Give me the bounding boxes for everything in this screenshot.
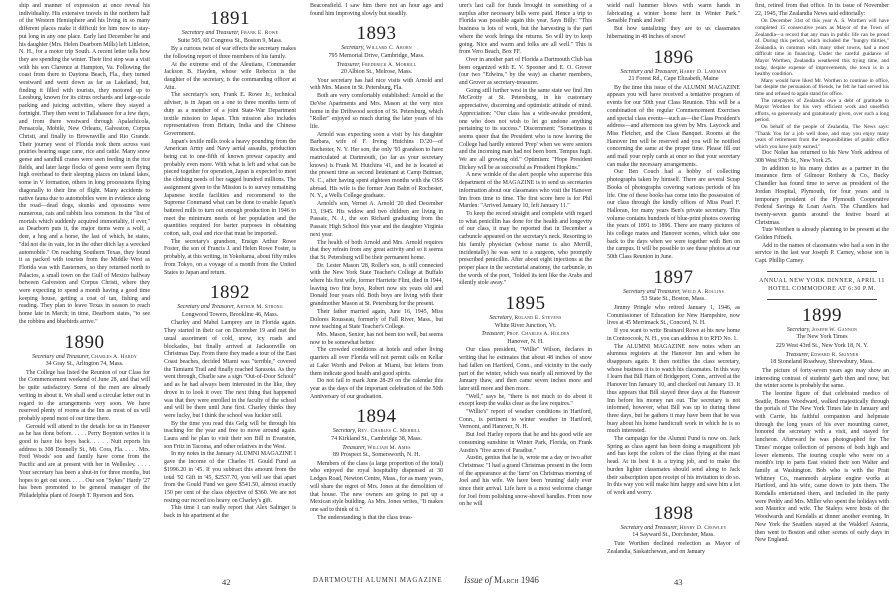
news-paragraph: The ALUMNI MAGAZINE now notes when an alumnus registers at the Hanover Inn and when he disappears again. It then notifies the class secretary, whose business it is to watch his classmates. In this way I learn that Bill Ham of Bridgeport, Conn., arrived at the Hanover Inn January 10, and checked out January 13. It thus appears that Bill stayed three days at the Hanover Inn before his money ran out. The secretary is not informed, however, what Bill was up to during these three days, but he gathers it may have been that he was busy about his home handicraft work in which he is so much interested. (607, 343, 740, 435)
news-paragraph: Our Ben Couch had a hobby of collecting photographs taken by himself. There are several Scrap Books of photographs covering various periods of his life. One of these books has come into the possession of our class through the kindly offices of Miss Pearl F. Halloran, for many years Ben's private secretary. This volume contains hundreds of blue-print photos covering the years of 1891 to 1896. There are many pictures of his college mates and Hanover scenes, which take one back to the days when we were together with Ben on the campus. It will be possible to see these photos at our 50th Class Reunion in June. (607, 169, 740, 261)
news-paragraph: Tute Worthen declined reelection as Mayor of Zealandia, Saskatchewan, and on January (607, 540, 740, 555)
news-paragraph: Our class president, "Willie" Wilson, declares in writing that he estimates that about 48 inches of snow had fallen on Hartford, Conn., and vicinity in the early part of the winter, which was nearly all removed by the January thaw, and then came seven inches more and later still more and then more. (459, 347, 592, 392)
officer-role: Secretary and Treasurer, (620, 68, 679, 75)
officer-address: 20 Albion St., Melrose, Mass. (340, 69, 413, 76)
officer-role: Treasurer, (342, 444, 366, 451)
class-officer-line (607, 69, 740, 77)
news-paragraph: By a curious twist of war effects the secretary makes the following report of three members of his family. (164, 46, 296, 60)
news-paragraph: In my notes in the January ALUMNI MAGAZINE I gave the income of the Charles H. Gould Fund as $1996.20 in '45. If you subtract this amount from the total '92 Gift in '45, $2537.70, you will see that apart from the Gould Fund we gave $541.50, almost exactly 150 per cent of the class objective of $360. We are not resting our record too heavy on Charley's gift. (164, 451, 296, 504)
class-officer-line (755, 327, 889, 335)
news-paragraph: Jimmy Pringle who retired January 1, 1946, as Commissioner of Education for New Hampshire, now lives at 45 Merrimack St., Concord, N. H. (607, 305, 740, 327)
news-paragraph: Japan's textile mills took a heavy pounding from the American Army and Navy aerial assaults, production being cut to one-fifth of known prewar capacity and probably even more. With what is left and what can be pieced together for operation, Japan is expected to meet the clothing needs of her ragged hundred millions. The assignment given to the Mission is to survey remaining Japanese textile facilities and recommend to the Supreme Command what can be done to enable Japan's battered mills to turn out enough production in 1946 to meet the minimum needs of her population and the quantities required for barter purposes in obtaining cotton, salt, coal and rice that must be imported. (164, 138, 296, 238)
news-paragraph: This time I can really report that Alex Salinger is back in his apartment at the (164, 505, 296, 520)
news-paragraph: urer's last call for funds brought in something of a surplus after necessary bills were paid. Hence a trip to Florida was possible again this year. Says Billy: "This business is lots of work, but the harvesting is the part where the work brings the returns. So will try to keep going. Nice and warm and folks are all well." This is from Vero Beach, Box FF. (459, 3, 592, 56)
officer-name: Charles A. Hardy (91, 353, 137, 360)
class-year-heading: 1891 (210, 8, 250, 29)
column-1 (19, 3, 150, 501)
quoted-editorial: On behalf of the people of Zealandia, The News says: "Thank You for a job well done, and may you enjoy many years of retirement from the responsibilities of public office which you have justly earned." (755, 123, 889, 150)
officer-role: Treasurer, (336, 61, 361, 68)
officer-name: Edward R. Skinner (810, 351, 859, 358)
officer-role: Secretary, (341, 45, 365, 52)
dinner-notice: HOTEL COMMODORE AT 6:30 P.M. (768, 286, 876, 293)
class-year-heading: 1897 (653, 266, 694, 288)
issue-date: March 1946 (494, 575, 539, 585)
class-year-heading: 1893 (356, 23, 397, 45)
officer-role: Secretary, (332, 428, 357, 435)
news-paragraph: The crowded conditions at hotels and other living quarters all over Florida will not permit calls on Kellar at Lake Worth and Pelton at Miami, but letters from them indicate good health and good spirits. (310, 347, 443, 377)
class-officer-line (310, 45, 443, 53)
news-paragraph: The secretary's grandson, Ensign Arthur Rowe Foster, the son of Francis J. and Helen Rowe Foster, is probably, at this writing, in Yokohama, about fifty miles from Tokyo, on a voyage of a month from the United States to Japan and return. (164, 238, 296, 276)
class-year-heading: 1894 (356, 406, 397, 428)
news-paragraph: Charley and Mabel Lamprey are in Florida again. They started in their car on December 19 and met the usual assortment of cold, snow, icy roads and blockades, but finally arrived at Jacksonville on Christmas Day. From there they made a tour of the East Coast beaches, decided Miami was "terrible," covered the Tamiami Trail and finally reached Sarasota. As they went through, Charlie saw a sign "Out-of-Door School" and as he had always been interested in the like, they drove in to look it over. The next thing that happened was that they were enrolled in the faculty of the school and will be there until June first. Charley thinks they were lucky, but I think the school was luckier still. (164, 320, 296, 419)
officer-address: White River Junction, Vt. (494, 322, 557, 329)
news-paragraph: Beaconsfield. I saw him there not an hour ago and found him improving slowly but steadily. (310, 3, 443, 17)
officer-address: 74 Kirkland St., Cambridge 38, Mass. (331, 435, 422, 442)
officer-role: Secretary and Treasurer, (177, 304, 235, 311)
officer-name: William M. Ames (367, 444, 411, 451)
class-year-heading: 1898 (653, 502, 694, 524)
quoted-editorial: The ratepayers of Zealandia owe a debt of gratitude to Mayor Worthen for his very efficient work and unselfish efforts, so generously and gratuitously given, over such a long period. (755, 97, 889, 124)
class-year-heading: 1892 (210, 282, 250, 304)
news-paragraph: Gerould will attend to the details for us in Hanover as he has done before. . . . . Perry Boynton writes it is good to have his boys back. . . . . Nutt reports his address is 308 Donnelly St., Mt. Cora, Fla. . . . . Mrs. Fred Woods' son and family have come from the Pacific and are at present with her in Wellesley. . . . . Your secretary has been a shut-in for three months, but hopes to get out soon. . . . . Our son "Sykes" Hardy '27 has been promoted to be general manager of the Philadelphia plant of Joseph T. Ryerson and Son. (19, 423, 150, 499)
class-officer-line (19, 354, 150, 362)
news-paragraph: Add to the names of classmates who had a son in the service in the last war Joseph P. Carney, whose son is Capt. Phillip Carney. (755, 242, 889, 265)
divider-rule (767, 271, 877, 272)
news-paragraph: To keep the record straight and complete with regard to what penicillin has done for the health and longevity of our class, it may be reported that in December a carbuncle appeared on the secretary's neck. Resorting to his family physician (whose name is also Merrill, incidentally) he was sent to a surgeon, who promptly prescribed penicillin. After about eight injections at the proper place in the secretarial anatomy, the carbuncle, in the words of the poet, "folded its tent like the Arabs and silently stole away." (459, 210, 592, 287)
officer-name: Frederick A. Morrill (361, 61, 417, 68)
officer-name: Rev. Charles C. Merrill (357, 428, 421, 435)
column-6 (755, 3, 889, 545)
class-officer-line (459, 331, 592, 339)
column-5 (607, 3, 740, 556)
news-paragraph: wield nail hammer blows with warm hands in fabricating a winter home here in Winter Park." Sensible Frank and Joel! (607, 3, 740, 25)
class-year-heading: 1899 (802, 304, 842, 326)
officer-name: Frank E. Rowe (240, 30, 279, 36)
news-paragraph: Doc Nolan has returned to his New York address of 308 West 97th St., New York 25. (755, 150, 889, 164)
officer-address: 795 Memorial Drive, Cambridge, Mass. (328, 53, 425, 59)
officer-address: The New York Times (796, 334, 848, 341)
officer-address: 18 Stoneland Roadway, Shrewsbury, Mass. (770, 359, 874, 366)
officer-name: Roland E. Stevens (514, 315, 562, 322)
news-paragraph: The leonine figure of that celebrated medico of Seattle, Bones Woodward, walked majestically through the portals of The New York Times late in January and with Carrie, his faithful companion and helpmate through the long years of his ever mounting career, honored the secretary with a visit, and stayed for luncheon. Afterward he was photographed for The Times' morgue collection of persons of both high and lower elements. The touring couple who were on a month's trip to parts East visited their son Walter and family at Washington. Bob who is with the Pratt Whitney Co., mammoth airplane engine works at Hartford, and his wife, came down to join them. The Kendalls entertained them, and included in the party were Peddy and Mrs. Miller who spent the holidays with son Maurice and wife. The Staleys were hosts of the Woodwards and Kendalls at dinner another evening. In New York the Seattlers stayed at the Waldorf Astoria, then went to Boston and other scenes of early days in New England. (755, 390, 889, 544)
officer-role: Secretary, (786, 326, 811, 333)
officer-role: Secretary and Treasurer, (32, 353, 90, 360)
news-paragraph: Tute Worthen is already planning to be present at the Golden Fiftieth. (755, 227, 889, 242)
class-officer-line (164, 30, 296, 38)
news-paragraph: "Well," says he, "there is not much to do about it except keep the walks clear as the law requires." (459, 393, 592, 408)
news-paragraph: Your secretary has had nice visits with Arnold and with Mrs. Mason in St. Petersburg, Fla. (310, 77, 443, 92)
class-officer-line (310, 62, 443, 70)
news-paragraph: "Willie's" report of weather conditions in Hartford, Conn., is pertinent to winter weather in Hartford, Vermont, and Hanover, N. H. (459, 409, 592, 431)
magazine-title: DARTMOUTH ALUMNI MAGAZINE (313, 577, 443, 584)
news-paragraph: If you want to write Brainard Rowe at his new home in Contoocook, N. H., you can address it to RFD No. 1. (607, 328, 740, 342)
issue-line (464, 575, 539, 585)
news-paragraph: But Joel Harley reports that he and his good wife are consuming sunshine in Winter Park, Florida, on Frank Austin's "five acres of Paradise." (459, 432, 592, 454)
class-year-heading: 1890 (64, 331, 105, 353)
news-paragraph: Austin, genius that he is, wrote me a day or two after Christmas: "I had a grand Christmas present in the form of the appearance at the 'farm' on Christmas morning of Joel and his wife. We have been 'reuning' daily ever since their arrival. Life here is a most welcome change for Joel from polishing snow-shovel handles. From now on he will (459, 455, 592, 508)
column-4 (459, 3, 592, 509)
quoted-editorial: Many would have liked Mr. Worthen to continue in office, but despite the persuasion of friends, he felt he had served his time and refused to again stand for office. (755, 77, 889, 97)
class-officer-line (310, 445, 443, 453)
news-paragraph: The picture of forty-seven years ago may show an interesting contrast of students' garb then and now, but the winter scene is probably the same. (755, 367, 889, 390)
officer-name: Willard C. Aborn (365, 45, 412, 52)
officer-address: Longwood Towers, Brookline 46, Mass. (181, 311, 279, 318)
news-paragraph: Over in another part of Florida a Dartmouth Club has been organized with E. V. Spooner and E. O. Grover (our two "Edwins," by the way) as charter members, and Grover as secretary-treasurer. (459, 56, 592, 87)
news-paragraph: first, retired from that office. In its issue of November 22, 1945, The Zealandia News said editorially: (755, 3, 889, 17)
officer-role: Secretary and Treasurer, (181, 30, 240, 36)
officer-name: Prof. Charles A. Holden (506, 331, 570, 338)
class-officer-line (755, 352, 889, 360)
news-paragraph: Do not fail to mark June 28-29 on the calendar this year as the days of the important celebration of the 50th Anniversary of our graduation. (310, 378, 443, 400)
officer-role: Treasurer, (785, 351, 810, 358)
officer-name: Weld A. Rollins (682, 288, 725, 295)
news-paragraph: By the time you read this Gelg will be through his teaching for the year and free to move around again. Laura and he plan to visit their son Bill in Evanston, son Fritz in Tacoma, and other relatives in the West. (164, 420, 296, 450)
column-3 (310, 3, 443, 522)
officer-address: 229 West 43rd St., New York 18, N. Y. (775, 343, 869, 350)
dinner-notice: ANNUAL NEW YORK DINNER, APRIL 11 (759, 277, 885, 284)
news-paragraph: In addition to his many duties as a partner in the insurance firm of Gilmour Rothery & Co., Bucky Chandler has found time to serve as president of the Jordan Hospital, Plymouth, for four years and is temporary president of the Plymouth Cooperative Federal Savings & Loan Ass'n. The Chandlers had twenty-seven guests around the festive board at Christmas. (755, 165, 889, 226)
news-paragraph: Dr. Lester Mason '28, Roller's son, is still connected with the New York State Teacher's College at Buffalo where his first wife, former Harriette Flint, died in 1944, leaving two fine boys, Robert now six years old and Donald four years old. Both boys are living with their grandmother Mason at St. Petersburg for the present. (310, 262, 444, 308)
news-paragraph: A new wrinkle of the alert people who supervise this department of the MAGAZINE is to send us secretaries information about our classmates who visit the Hanover Inn from time to time. The first score here is for Phil Marden: "Arrived January 10, left January 11." (459, 172, 592, 210)
news-paragraph: Their father married again, June 16, 1945, Miss Dolores Rousseau, formerly of Fall River, Mass., but now teaching at State Teacher's College. (310, 308, 443, 331)
officer-role: Secretary and Treasurer, (620, 524, 679, 531)
column-2 (164, 3, 296, 521)
officer-name: Harry D. Lareman (679, 68, 727, 75)
class-officer-line (164, 304, 296, 312)
news-paragraph: But how tantalizing they are to us classmates hibernating in 48 inches of snow! (607, 26, 740, 40)
news-paragraph: The health of both Arnold and Mrs. Arnold requires that they refrain from any great activity and so it seems that St. Petersburg will be their permanent home. (310, 239, 443, 261)
divider-rule (767, 299, 877, 300)
class-year-heading: 1896 (653, 46, 694, 68)
class-officer-line (310, 428, 443, 436)
news-paragraph: By the time this issue of the ALUMNI MAGAZINE appears you will have received a tentative program of events for our 50th year Class Reunion. This will be a combination of the regular Commencement Exercises and special class events—such as—the Class President's address—and afternoon tea given by Mrs. Laycock and Miss Fletcher, and the Class Banquet. Rooms at the Hanover Inn will be reserved and you will be notified concerning the same at the proper time. Please fill out and mail your reply cards at once so that your secretary can make the necessary arrangements. (607, 84, 740, 168)
officer-address: 14 Sayward St., Dorchester, Mass. (632, 532, 715, 539)
officer-role: Treasurer, (481, 331, 505, 338)
right-page-43 (448, 0, 896, 600)
officer-address: 34 Gray St., Arlington 74, Mass. (45, 361, 124, 368)
officer-address: 53 State St., Boston, Mass. (641, 296, 706, 303)
class-officer-line (607, 289, 740, 297)
news-paragraph: Mrs. Mason, Senior, has not been too well, but seems now to be somewhat better. (310, 331, 443, 346)
officer-address: Hanover, N. H. (507, 338, 544, 345)
officer-address: 89 Prospect St., Somersworth, N. H. (333, 452, 420, 459)
news-paragraph: Going still further west in the same state we find Jim McGrotty at St. Petersburg, in his customary appreciative, discerning and optimistic attitude of mind. Appreciation: "Our class has a wide-awake president, one who does not wish to let go undone anything pertaining to its success." Discernment: "Sometimes it seems queer that the President who is now leaving the College had hardly entered 'Prep' when we were seniors and the incoming man had not been born. Tempus fugit. We are all growing old." Optimism: "Hope President Dickey will be as successful as President Hopkins." (459, 87, 592, 171)
officer-role: Secretary and Treasurer, (622, 288, 681, 295)
quoted-editorial: On December 31st of this year A. S. Worthen will have completed 15 consecutive years as Mayor of the Town of Zealandia—a record that any man in public life can be proud of. During this period, which included the "hungry thirties," Zealandia, in common with many other towns, had a most difficult time in financing. Under the careful guidance of Mayor Worthen, Zealandia weathered this trying time, and today, despite expense of improvements, the town is in a healthy condition. (755, 18, 889, 78)
officer-name: Arthur M. Strong (236, 304, 283, 311)
news-paragraph: The secretary's son, Frank E. Rowe Jr., technical adviser, is in Japan on a one to three months term of duty as a member of a joint State-War Department textile mission to Japan. This mission also includes representatives from Britain, India and the Chinese Government. (164, 92, 296, 137)
class-year-heading: 1895 (505, 293, 546, 315)
news-paragraph: Both are very comfortably established: Arnold at the DeVoe Apartments and Mrs. Mason at the very nice home in the Driftwood section of St. Petersburg, which "Roller" enjoyed so much during the later years of his life. (310, 93, 443, 130)
news-paragraph: At the extreme end of the Aleutians, Commander Jackson B. Hayden, whose wife Rebecca is the daughter of the secretary, is the commanding officer at Attu. (164, 61, 296, 91)
officer-address: 21 Forest Rd., Cape Elizabeth, Maine (628, 76, 719, 83)
officer-name: Joseph W. Gannon (811, 326, 858, 333)
news-paragraph: The College has listed the Reunion of our Class for the Commencement weekend of June 28, and that will be quite satisfactory. Some of the men are already writing in about it. We shall send a circular letter out in regard to the arrangements very soon. We have reserved plenty of rooms at the Inn as most of us will probably spend most of our time there. (19, 369, 150, 422)
news-paragraph: Arnold's son, Vernet A. Arnold '20 died December 13, 1945. His widow and two children are living in Passaic, N. J., the son Richard graduating from the Passaic High School this year and the daughter Virginia next year. (310, 201, 443, 238)
officer-name: Henry D. Crowley (679, 524, 727, 531)
page-number-right: 43 (674, 577, 683, 587)
class-officer-line (459, 315, 592, 323)
news-paragraph: Arnold was expecting soon a visit by his daughter Barbara, wife of F. Irving Hutchins D.'20—of Rochester, N. Y. Her son, the only '93 grandson to have matriculated at Dartmouth, (so far as your secretary knows) is Frank M. Hutchins '41, and he is located at the present time as second lieutenant at Camp Butman, N. C., after having spent eighteen months with the OSS abroad. His wife is the former Jean Bahn of Rochester, N. Y., a Wells College graduate. (310, 131, 443, 200)
news-paragraph: ship and manner of expression at once reveal his individuality. His extensive travels in the northern half of the Western Hemisphere and his living in so many different places make it difficult for him now to stay-put long in any one place. Early last December he and his daughter (Mrs. Helen Dearborn Mills) left Littleton, N. H., for a motor trip South. A recent letter tells how they are spending the winter. Their first stop was a visit with his son Clarence at Hampton, Va. Following the coast from there to Daytona Beach, Fla., they turned westward and went down as far as Lakeland, but, finding it filled with tourists, they motored up to Leesburg, known for its citrus orchards and large-scale packing and juicing activities, where they stayed a fortnight. They then went to Tallahassee for a few days, and from there westward through Apalachicola, Pensacola, Mobile, New Orleans, Galveston, Corpus Christi, and finally to Brownsville and Rio Grande. Their journey west of Florida took them across vast prairies bearing sugar cane, rice and cattle. Many snow geese and sandhill cranes were seen feeding in the rice fields, and later large flocks of geese were seen flying high overhead to their sleeping places on inland lakes, some in V formation, others in long processions flying diagonally to their line of flight. Many accidents to native fauna due to automobiles were in evidence along the road—dead dogs, skunks and opossums were numerous, cats and rabbits less common. In the "list of mortals which suddenly acquired immortality, if ever," as Dearborn puts it, the major items were a wolf, a deer, a hog and a horse, the last of which, he states, "did not die in vain, for in the other ditch lay a wrecked automobile." On reaching Southern Texas, they found it as packed with tourists from the Middle West as Florida was with Easterners, so they returned north to Palacios, a small town on the Gulf of Mexico halfway between Galveston and Corpus Christi, where they were expecting to spend a month having a good time keeping house, getting a coat of tan, fishing and reading. They plan to leave Texas in season to reach home late in March; in time, Dearborn states, "to see the robbins and bluebirds arrive." (19, 3, 150, 325)
class-officer-line (607, 525, 740, 533)
officer-role: Secretary, (489, 315, 513, 322)
officer-address: Suite 505, 60 Congress St., Boston 9, Mass. (177, 37, 283, 44)
page-number-left: 42 (222, 577, 231, 587)
news-paragraph: Members of the class (a large proportion of the total) who enjoyed the royal hospitality dispensed at 30 Ledges Road, Newton Centre, Mass., for as many years, will share the regret of Mrs. Jones at the demolition of that house. The new owners are going to put up a Mexican style building. As Mrs. Jones writes, "It makes one sad to think of it." (310, 460, 443, 513)
news-paragraph: The understanding is that the class treas- (317, 514, 413, 521)
issue-prefix: Issue of (464, 575, 492, 585)
news-paragraph: The campaign for the Alumni Fund is now on. Jack Spring as class agent has been doing a magnificent job and has kept the colors of the class flying at the mast head. At its best it is a trying job, and to make the burden lighter classmates should send along to Jack their subscription upon receipt of his invitation to do so. In this way you will make him happy and save him a lot of work and worry. (607, 436, 740, 496)
